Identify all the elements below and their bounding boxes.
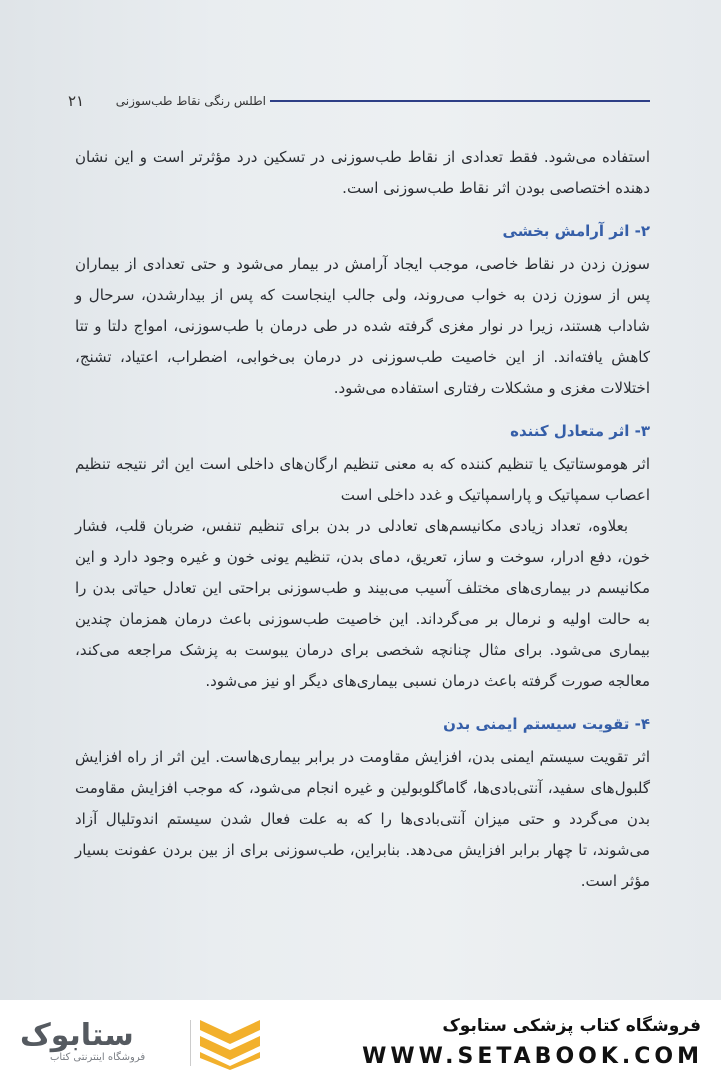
store-url-link[interactable]: WWW.SETABOOK.COM — [362, 1044, 703, 1069]
page-header — [0, 90, 721, 120]
section-paragraph: اثر هوموستاتیک یا تنظیم کننده که به معنی تنظیم ارگان‌های داخلی است این اثر نتیجه تنظیم اعصاب سمپاتیک و پاراسمپاتیک و غدد داخلی است — [75, 455, 650, 504]
section-heading-immune: ۴- تقویت سیستم ایمنی بدن — [443, 715, 650, 733]
page-content — [75, 142, 650, 897]
store-logo-wordmark — [10, 1012, 190, 1072]
logo-tagline: فروشگاه اینترنتی کتاب — [50, 1052, 146, 1063]
section-paragraph: سوزن زدن در نقاط خاصی، موجب ایجاد آرامش در بیمار می‌شود و حتی تعدادی از بیماران پس از سوزن زدن به خواب می‌روند، ولی جالب اینجاست که پس از بیدارشدن، سرحال و شاداب هستند، زیرا در نوار مغزی گرفته شده در طی درمان با طب‌سوزنی، امواج دلتا و تتا کاهش یافته‌اند. از این خاصیت طب‌سوزنی در درمان بی‌خوابی، اضطراب، اعتیاد، تشنج، اختلالات مغزی و مشکلات رفتاری استفاده می‌شود. — [75, 255, 650, 397]
logo-divider — [190, 1020, 191, 1066]
book-chevron-logo-icon — [195, 1014, 265, 1070]
section-paragraph: اثر تقویت سیستم ایمنی بدن، افزایش مقاومت در برابر بیماری‌هاست. این اثر از راه افزایش گلبول‌های سفید، آنتی‌بادی‌ها، گاماگلوبولین و غیره انجام می‌شود، که موجب افزایش مقاومت بدن می‌گردد و حتی میزان آنتی‌بادی‌ها را که به علت فعال شدن سیستم اندوتلیال آزاد می‌شوند، تا چهار برابر افزایش می‌دهد. بنابراین، طب‌سوزنی برای از بین بردن عفونت بسیار مؤثر است. — [75, 748, 650, 890]
running-title: اطلس رنگی نقاط طب‌سوزنی — [115, 94, 266, 108]
logo-word: ستابوک — [20, 1018, 134, 1053]
header-rule — [270, 100, 650, 102]
section-heading-calming: ۲- اثر آرامش بخشی — [502, 222, 650, 240]
page-number: ۲۱ — [68, 92, 85, 110]
store-footer-banner — [0, 1000, 721, 1080]
section-heading-balancing: ۳- اثر متعادل کننده — [510, 422, 650, 440]
store-name: فروشگاه کتاب پزشکی ستابوک — [442, 1016, 701, 1036]
intro-paragraph: استفاده می‌شود. فقط تعدادی از نقاط طب‌سوزنی در تسکین درد مؤثرتر است و این نشان دهنده اختصاصی بودن اثر نقاط طب‌سوزنی است. — [75, 148, 650, 197]
section-paragraph: بعلاوه، تعداد زیادی مکانیسم‌های تعادلی در بدن برای تنظیم تنفس، ضربان قلب، فشار خون، دفع ادرار، سوخت و ساز، تعریق، دمای بدن، تنظیم یونی خون و غیره وجود دارد و این مکانیسم در بیماری‌های مختلف آسیب می‌بیند و طب‌سوزنی براحتی این تعادل حیاتی بدن را به حالت اولیه و نرمال بر می‌گرداند. این خاصیت طب‌سوزنی باعث درمان همزمان چندین بیماری می‌شود. برای مثال چنانچه شخصی برای درمان یبوست به پزشک مراجعه می‌کند، معالجه صورت گرفته باعث درمان نسبی بیماری‌های دیگر او نیز می‌شود. — [75, 517, 650, 690]
